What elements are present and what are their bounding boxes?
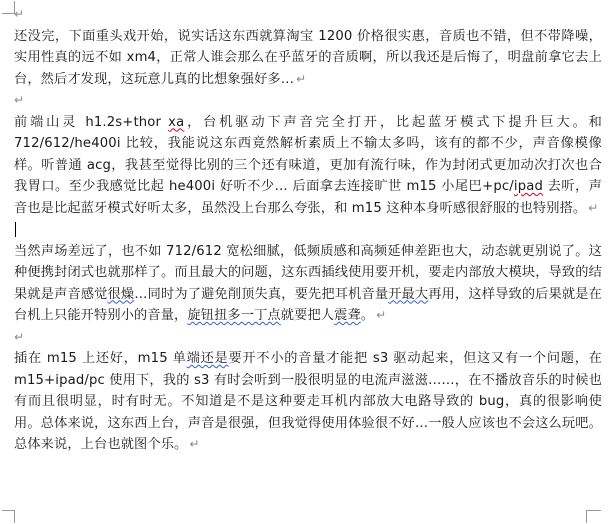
- margin-corner-bottom-left: [2, 510, 15, 523]
- paragraph-mark: ↵: [14, 93, 25, 107]
- text-run: 当然声场差远了，也不如 712/612 宽松细腻，低频质感和高频延伸差距也大，动态就更别说了。这种便携封闭式也就那样了。而且最大的问题，这东西插线使用要开机，要走内部放大模块，导致的结果就是声音感觉: [14, 243, 602, 302]
- text-run: …同时为了避免削顶失真，要先把耳机音量: [134, 286, 389, 302]
- text-run: 就要把人: [280, 308, 335, 323]
- text-run: 前端山灵 h1.2s+thor: [14, 114, 169, 130]
- empty-paragraph[interactable]: [14, 4, 602, 26]
- paragraph-mark: ↵: [376, 308, 387, 322]
- cursor-line[interactable]: [14, 219, 602, 241]
- flagged-text: 开最大: [388, 286, 429, 302]
- flagged-text: 震聋: [334, 308, 361, 323]
- text-run: 再用，这样导致的后果就是在台机上只能开特别小的音量，: [14, 286, 602, 323]
- flagged-text: 旋钮扭多一丁点: [187, 308, 281, 323]
- empty-paragraph[interactable]: [14, 327, 602, 349]
- flagged-text: ipad: [513, 179, 543, 194]
- text-run: 。: [360, 308, 375, 323]
- paragraph-2[interactable]: [14, 112, 602, 220]
- text-run: ，台机驱动下声音完全打开，比起蓝牙模式下提升巨大。和 712/612/he400i 比较，我能说这东西竟然解析素质上不输太多吗，该有的都不少，声音像模像样。听普通 acg，我甚至觉得比别的三个还有味道，更加有流行味，作为封闭式更加动次打次也合我胃口。至少我感觉比起 he400i 好听不少… 后面拿去连接旷世 m15 小尾巴+pc/: [14, 114, 602, 194]
- margin-corner-bottom-right: [586, 510, 601, 523]
- text-run: 要开不小的音量才能把 s3 驱动起来，但这又有一个问题，在 m15+ipad/pc 使用下，我的 s3 有时会听到一股很明显的电流声滋滋……，在不播放音乐的时候也有而且很明显，时有时无。不知道是不是这种要走耳机内部放大电路导致的 bug，真的很影响使用。总体来说，这东西上台，声音是很强，但我觉得使用体验很不好…一般人应该也不会这么玩吧。总体来说，上台也就图个乐。: [14, 351, 602, 452]
- paragraph-mark: ↵: [189, 437, 200, 451]
- text-caret: [15, 222, 16, 237]
- text-run: 还没完，下面重头戏开始，说实话这东西就算淘宝 1200 价格很实惠，音质也不错，但不带降噪，实用性真的远不如 xm4，正常人谁会那么在乎蓝牙的音质啊，所以我还是后悔了，明盘前拿它去上台，然后才发现，这玩意儿真的比想象强好多…: [14, 28, 602, 87]
- paragraph-1[interactable]: [14, 26, 602, 91]
- document-body[interactable]: [14, 4, 602, 456]
- paragraph-3[interactable]: [14, 241, 602, 327]
- flagged-text: 端还是: [186, 351, 229, 366]
- paragraph-mark: ↵: [296, 71, 307, 86]
- text-run: 去听，声音也是比起蓝牙模式好听太多，虽然没上台那么夸张，和 m15 这种本身听感很舒服的也特别搭。: [14, 179, 602, 216]
- text-run: 插在 m15 上还好，m15 单: [14, 351, 187, 366]
- paragraph-mark: ↵: [14, 7, 25, 21]
- flagged-text: xa: [168, 114, 185, 130]
- empty-paragraph[interactable]: [14, 90, 602, 112]
- paragraph-4[interactable]: [14, 348, 602, 456]
- paragraph-mark: ↵: [14, 329, 25, 344]
- flagged-text: 很燥: [107, 286, 135, 302]
- paragraph-mark: ↵: [588, 200, 599, 215]
